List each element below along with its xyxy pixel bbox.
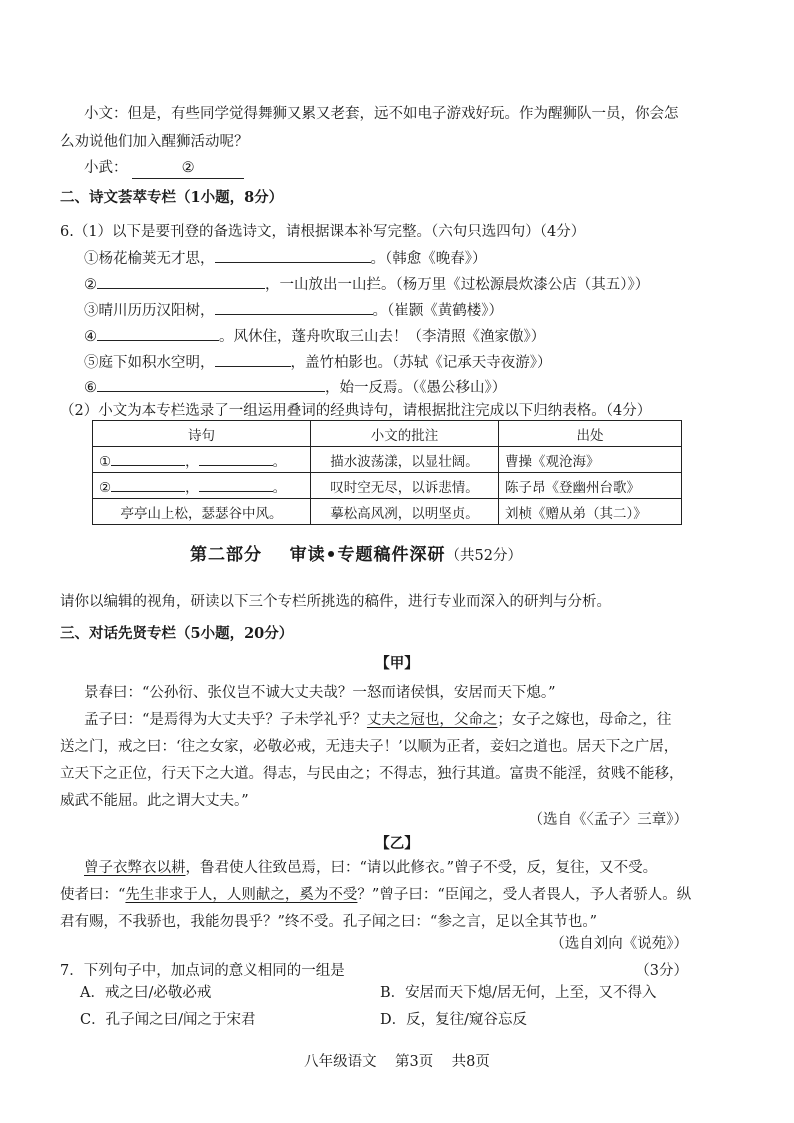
answer-label: 小武： xyxy=(84,160,128,176)
answer-line xyxy=(84,158,244,179)
fill-blank[interactable] xyxy=(215,351,291,367)
section-heading: 三、对话先贤专栏（5小题，20分） xyxy=(60,625,294,642)
part-title: 第二部分 审读•专题稿件深研 xyxy=(190,545,446,565)
fill-blank[interactable] xyxy=(97,273,265,289)
poem-text: 。（崔颢《黄鹤楼》） xyxy=(372,303,503,319)
passage-line: 立天下之正位，行天下之大道。得志，与民由之；不得志，独行其道。富贵不能淫，贫贱不能移， xyxy=(60,766,684,782)
dialog-line: 小文：但是，有些同学觉得舞狮又累又老套，远不如电子游戏好玩。作为醒狮队一员，你会怎 xyxy=(84,106,679,122)
poem-text: ② xyxy=(84,277,97,293)
option-a[interactable]: A．戒之曰/必敬必戒 xyxy=(80,985,212,1001)
column-header: 诗句 xyxy=(93,421,311,447)
passage-line xyxy=(84,710,671,730)
source-cell: 陈子昂《登幽州台歌》 xyxy=(499,473,682,499)
poem-text: ，一山放出一山拦。（杨万里《过松源晨炊漆公店（其五）》） xyxy=(265,277,650,293)
note-cell: 描水波荡漾，以显壮阔。 xyxy=(311,447,499,473)
passage-text: 使者曰：“ xyxy=(60,887,126,903)
poem-text: ④ xyxy=(84,329,97,345)
fill-blank[interactable] xyxy=(215,299,373,315)
source-cell: 曹操《观沧海》 xyxy=(499,447,682,473)
passage-source: （选自《〈孟子〉三章》） xyxy=(528,812,688,828)
poem-cell xyxy=(93,473,311,499)
poem-fill-item xyxy=(84,299,503,321)
poem-fill-item xyxy=(84,351,552,373)
underlined-sentence: 丈夫之冠也，父命之 xyxy=(366,712,498,728)
page-footer: 八年级语文 第3页 共8页 xyxy=(304,1054,490,1070)
fill-blank[interactable] xyxy=(97,325,219,341)
underlined-sentence: 先生非求于人，人则献之，奚为不受 xyxy=(125,887,358,903)
instruction: 请你以编辑的视角，研读以下三个专栏所挑选的稿件，进行专业而深入的研判与分析。 xyxy=(60,594,611,610)
poem-text: ⑥ xyxy=(84,380,97,396)
column-header: 出处 xyxy=(499,421,682,447)
poem-cell xyxy=(93,447,311,473)
punct: 。 xyxy=(272,453,287,470)
poem-fill-item xyxy=(84,247,487,269)
passage-text: ；女子之嫁也，母命之，往 xyxy=(497,712,672,728)
table-header-row xyxy=(93,421,682,447)
poem-table xyxy=(92,420,682,525)
source-cell: 刘桢《赠从弟（其二）》 xyxy=(499,499,682,525)
passage-text: ，鲁君使人往致邑焉，曰：“请以此修衣。”曾子不受，反，复往，又不受。 xyxy=(185,860,658,876)
question-stem: 7．下列句子中，加点词的意义相同的一组是 xyxy=(60,963,345,979)
table-row xyxy=(93,447,682,473)
passage-line xyxy=(60,885,691,905)
option-c[interactable]: C．孔子闻之曰/闻之于宋君 xyxy=(80,1012,256,1028)
passage-line: 威武不能屈。此之谓大丈夫。” xyxy=(60,793,249,809)
poem-fill-item xyxy=(84,376,506,398)
poem-text: ⑤庭下如积水空明， xyxy=(84,355,215,371)
passage-line: 送之门，戒之曰：‘往之女家，必敬必戒，无违夫子！’以顺为正者，妾妇之道也。居天下之广居， xyxy=(60,739,679,755)
note-cell: 叹时空无尽，以诉悲情。 xyxy=(311,473,499,499)
passage-source: （选自刘向《说苑》） xyxy=(550,936,688,952)
fill-blank[interactable] xyxy=(111,450,185,466)
poem-text: ，始一反焉。（《愚公移山》） xyxy=(325,380,507,396)
punct: ， xyxy=(185,453,199,470)
fill-blank[interactable] xyxy=(111,476,185,492)
question-stem: （2）小文为本专栏选录了一组运用叠词的经典诗句，请根据批注完成以下归纳表格。（4分） xyxy=(60,403,652,419)
passage-label: 【甲】 xyxy=(375,655,419,672)
poem-text: ，盖竹柏影也。（苏轼《记承天寺夜游》） xyxy=(290,355,552,371)
poem-cell: 亭亭山上松，瑟瑟谷中风。 xyxy=(93,499,311,525)
poem-text: 。（韩愈《晚春》） xyxy=(370,251,487,267)
passage-line: 君有赐，不我骄也，我能勿畏乎？”终不受。孔子闻之曰：“参之言，足以全其节也。” xyxy=(60,914,597,930)
passage-line xyxy=(84,858,657,878)
table-row xyxy=(93,473,682,499)
fill-blank[interactable] xyxy=(215,247,371,263)
question-score: （3分） xyxy=(635,963,688,979)
section-heading: 二、诗文荟萃专栏（1小题，8分） xyxy=(60,189,284,206)
punct: ， xyxy=(185,479,199,496)
table-row xyxy=(93,499,682,525)
poem-fill-item xyxy=(84,325,545,347)
fill-blank[interactable] xyxy=(199,450,273,466)
answer-blank[interactable]: ② xyxy=(132,158,244,179)
note-cell: 摹松高风冽，以明坚贞。 xyxy=(311,499,499,525)
passage-line: 景春曰：“公孙衍、张仪岂不诚大丈夫哉？一怒而诸侯惧，安居而天下熄。” xyxy=(84,685,556,701)
passage-text: ？”曾子曰：“臣闻之，受人者畏人，予人者骄人。纵 xyxy=(357,887,692,903)
column-header: 小文的批注 xyxy=(311,421,499,447)
part-title-line xyxy=(190,540,522,566)
fill-blank[interactable] xyxy=(97,376,325,392)
dialog-line: 么劝说他们加入醒狮活动呢？ xyxy=(60,134,249,150)
fill-blank[interactable] xyxy=(199,476,273,492)
poem-fill-item xyxy=(84,273,649,295)
option-b[interactable]: B．安居而天下熄/居无何，上至，又不得入 xyxy=(380,985,657,1001)
poem-text: ①杨花榆荚无才思， xyxy=(84,251,215,267)
row-number: ② xyxy=(99,479,112,496)
poem-text: 。风休住，蓬舟吹取三山去！（李清照《渔家傲》） xyxy=(219,329,546,345)
row-number: ① xyxy=(99,453,112,470)
underlined-sentence: 曾子衣弊衣以耕 xyxy=(84,860,186,876)
passage-label: 【乙】 xyxy=(375,835,419,852)
passage-text: 孟子曰：“是焉得为大丈夫乎？子未学礼乎？ xyxy=(84,712,367,728)
option-d[interactable]: D．反，复往/窥谷忘反 xyxy=(380,1012,528,1028)
poem-text: ③晴川历历汉阳树， xyxy=(84,303,215,319)
part-score: （共52分） xyxy=(445,548,522,564)
punct: 。 xyxy=(272,479,287,496)
question-stem: 6.（1）以下是要刊登的备选诗文，请根据课本补写完整。（六句只选四句）（4分） xyxy=(60,224,586,240)
